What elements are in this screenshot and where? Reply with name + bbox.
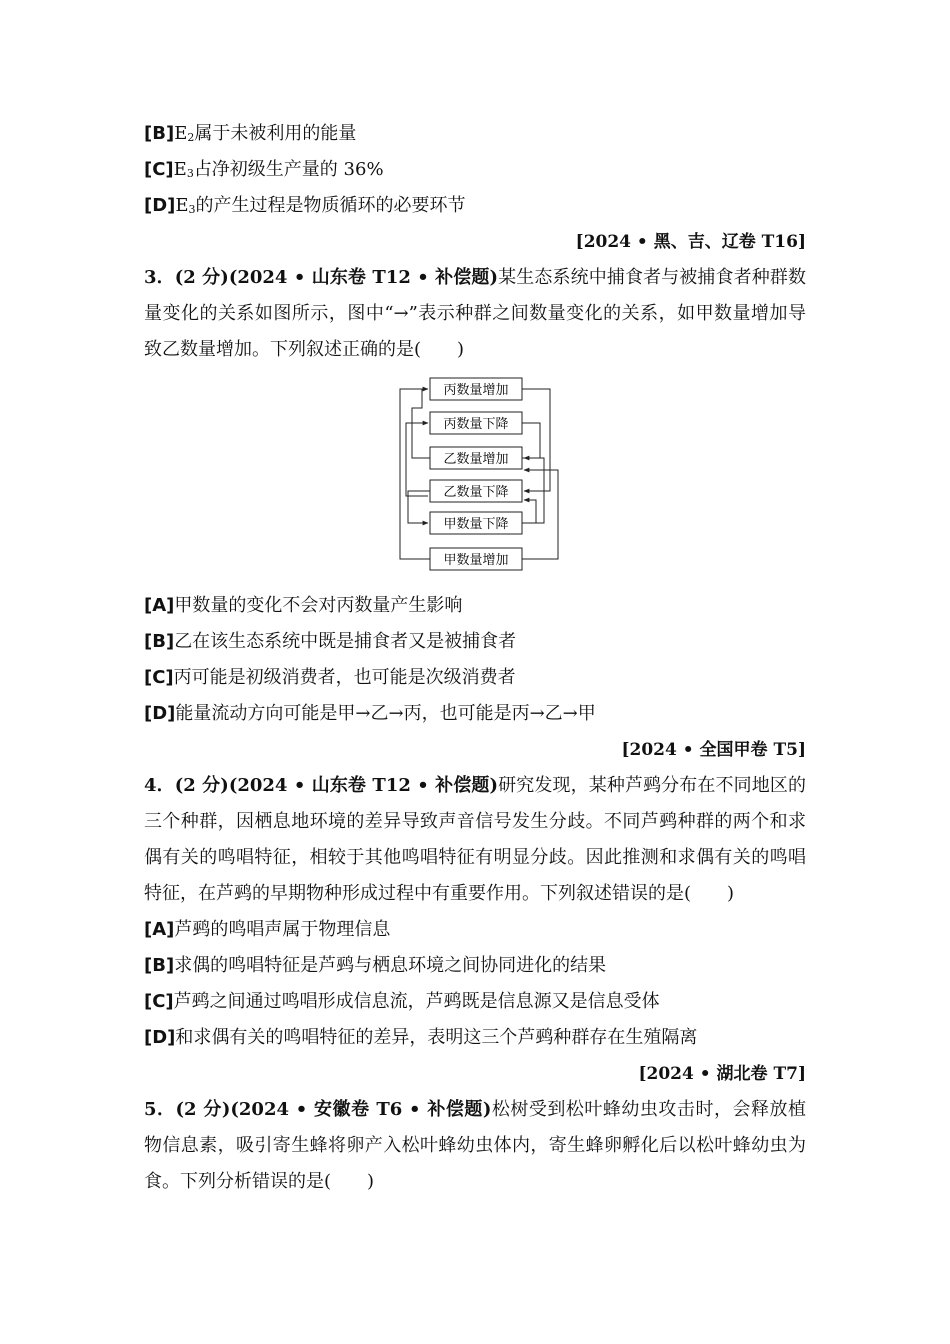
box-label-yi-increase: 乙数量增加 xyxy=(443,452,509,467)
box-label-jia-decrease: 甲数量下降 xyxy=(443,517,509,532)
q4-option-a: [A]芦鹀的鸣唱声属于物理信息 xyxy=(144,919,391,940)
q3-option-a: [A]甲数量的变化不会对丙数量产生影响 xyxy=(144,595,463,616)
q2-option-c: $[C]E_3$占净初级生产量的 36% xyxy=(144,159,384,180)
q2-option-b: $[B]E_2$属于未被利用的能量 xyxy=(144,123,357,144)
box-label-yi-decrease: 乙数量下降 xyxy=(443,485,509,500)
q4-source: [2024 • 湖北卷 T7] xyxy=(638,1064,806,1084)
q4-option-c: [C]芦鹀之间通过鸣唱形成信息流，芦鹀既是信息源又是信息受体 xyxy=(144,991,660,1012)
q3-option-b: [B]乙在该生态系统中既是捕食者又是被捕食者 xyxy=(144,631,517,652)
box-label-jia-increase: 甲数量增加 xyxy=(443,553,509,568)
q4-stem: 4．(2 分)(2024 • 山东卷 T12 • 补偿题)研究发现，某种芦鹀分布在不同地区的三个种群，因栖息地环境的差异导致声音信号发生分歧。不同芦鹀种群的两个和求偶有关的鸣唱特征，相较于其他鸣唱特征有明显分歧。因此推测和求偶有关的鸣唱特征，在芦鹀的早期物种形成过程中有重要作用。下列叙述错误的是( ) xyxy=(144,775,806,904)
population-flow-diagram xyxy=(144,370,806,586)
document-page xyxy=(144,116,806,1200)
q4-option-b: [B]求偶的鸣唱特征是芦鹀与栖息环境之间协同进化的结果 xyxy=(144,955,607,976)
q2-source: [2024 • 黑、吉、辽卷 T16] xyxy=(575,232,806,252)
q4-option-d: [D]和求偶有关的鸣唱特征的差异，表明这三个芦鹀种群存在生殖隔离 xyxy=(144,1027,698,1048)
q5-stem: 5．(2 分)(2024 • 安徽卷 T6 • 补偿题)松树受到松叶蜂幼虫攻击时，会释放植物信息素，吸引寄生蜂将卵产入松叶蜂幼虫体内，寄生蜂卵孵化后以松叶蜂幼虫为食。下列分析错误的是( ) xyxy=(144,1099,806,1192)
q3-stem: 3．(2 分)(2024 • 山东卷 T12 • 补偿题)某生态系统中捕食者与被捕食者种群数量变化的关系如图所示，图中“→”表示种群之间数量变化的关系，如甲数量增加导致乙数量增加。下列叙述正确的是( ) xyxy=(144,267,806,360)
box-label-bing-increase: 丙数量增加 xyxy=(443,383,509,398)
q3-option-d: [D]能量流动方向可能是甲→乙→丙，也可能是丙→乙→甲 xyxy=(144,703,596,724)
q2-option-d: $[D]E_3$的产生过程是物质循环的必要环节 xyxy=(144,195,466,216)
box-label-bing-decrease: 丙数量下降 xyxy=(443,417,509,432)
q3-option-c: [C]丙可能是初级消费者，也可能是次级消费者 xyxy=(144,667,516,688)
q3-source: [2024 • 全国甲卷 T5] xyxy=(621,740,806,760)
q3-population-diagram xyxy=(144,370,806,586)
